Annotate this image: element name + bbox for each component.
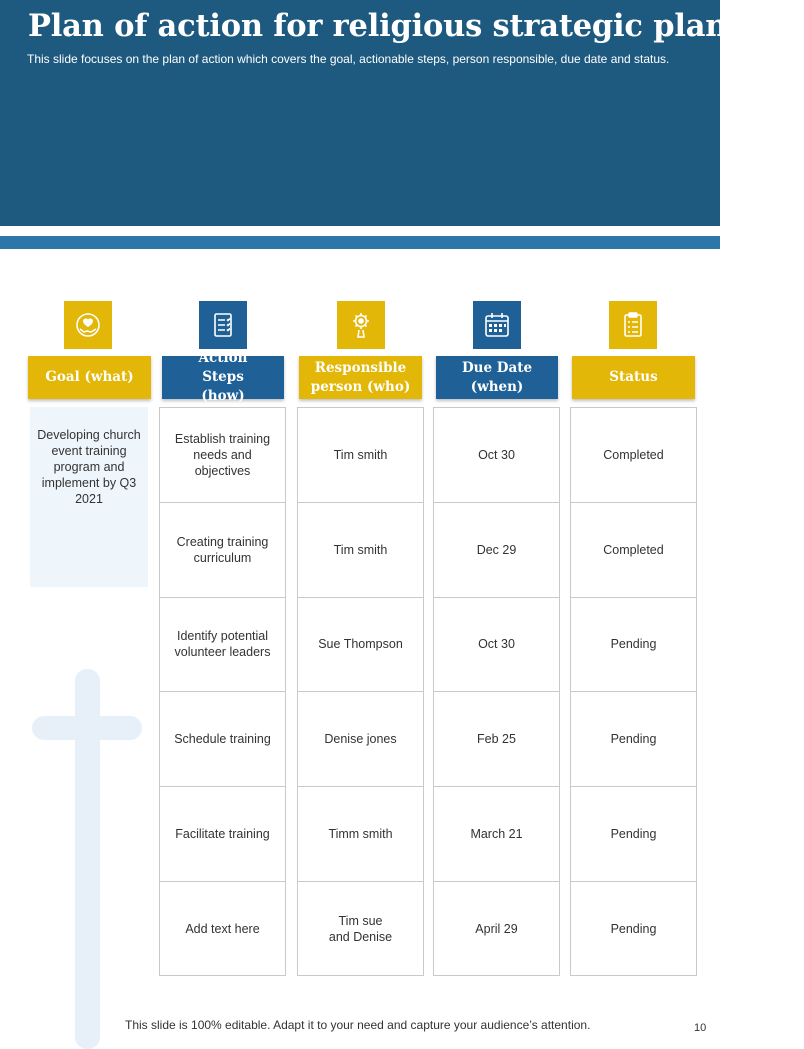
table-cell-person: Tim smith xyxy=(298,503,423,598)
table-cell-step: Identify potential volunteer leaders xyxy=(160,598,285,693)
page-title: Plan of action for religious strategic planning xyxy=(28,8,804,44)
table-cell-person: Sue Thompson xyxy=(298,598,423,693)
calendar-icon xyxy=(473,301,521,349)
table-cell-status: Pending xyxy=(571,692,696,787)
table-cell-status: Pending xyxy=(571,787,696,882)
goal-text: Developing church event training program and implement by Q3 2021 xyxy=(30,407,148,587)
header-banner xyxy=(0,0,804,226)
checklist-icon xyxy=(199,301,247,349)
page-subtitle: This slide focuses on the plan of action which covers the goal, actionable steps, person responsible, due date and status. xyxy=(27,52,670,66)
header-stripe xyxy=(0,236,720,249)
page-number: 10 xyxy=(694,1022,707,1034)
action-steps-column xyxy=(159,407,286,976)
table-cell-person: Tim smith xyxy=(298,408,423,503)
clipboard-icon xyxy=(609,301,657,349)
cross-decoration-horizontal xyxy=(32,716,142,740)
table-cell-step: Facilitate training xyxy=(160,787,285,882)
table-cell-status: Pending xyxy=(610,922,657,937)
due-date-column xyxy=(433,407,560,976)
table-cell-date: Dec 29 xyxy=(434,503,559,598)
table-cell-date: April 29 xyxy=(475,922,518,937)
table-cell-status: Pending xyxy=(571,598,696,693)
column-header-status: Status xyxy=(572,356,695,399)
person-gear-icon xyxy=(337,301,385,349)
footer-note: This slide is 100% editable. Adapt it to your need and capture your audience’s attention. xyxy=(125,1018,591,1032)
table-cell-step: Add text here xyxy=(185,922,260,937)
column-header-due-date: Due Date (when) xyxy=(436,356,558,399)
column-header-responsible-person: Responsible person (who) xyxy=(299,356,422,399)
table-cell-step: Establish training needs and objectives xyxy=(160,408,285,503)
table-cell-step: Schedule training xyxy=(160,692,285,787)
column-header-goal: Goal (what) xyxy=(28,356,151,399)
table-cell-person: Denise jones xyxy=(298,692,423,787)
table-cell-date: Feb 25 xyxy=(434,692,559,787)
table-cell-date: Oct 30 xyxy=(434,408,559,503)
table-cell-status: Completed xyxy=(571,408,696,503)
responsible-person-column xyxy=(297,407,424,976)
table-cell-step: Creating training curriculum xyxy=(160,503,285,598)
table-cell-date: March 21 xyxy=(434,787,559,882)
status-column xyxy=(570,407,697,976)
table-cell-date: Oct 30 xyxy=(434,598,559,693)
column-header-action-steps: Action Steps (how) xyxy=(162,356,284,399)
table-cell-person: Timm smith xyxy=(298,787,423,882)
handshake-heart-icon xyxy=(64,301,112,349)
table-cell-status: Completed xyxy=(571,503,696,598)
table-cell-person: Tim sue and Denise xyxy=(328,914,393,945)
